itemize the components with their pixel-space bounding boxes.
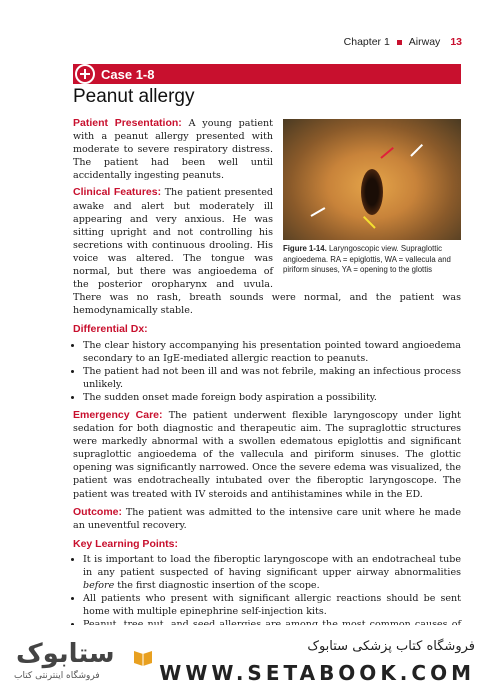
section-label: Airway: [408, 36, 441, 48]
list-item: • All patients who present with significant allergic reactions should be sent home with multiple epinephrine self-injection kits.: [83, 592, 461, 618]
case-label: Case 1-8: [101, 66, 155, 82]
case-banner: [73, 64, 461, 84]
separator-square: [397, 40, 402, 45]
store-name: فروشگاه کتاب پزشکی ستابوک: [307, 639, 475, 654]
setabook-logo: [10, 637, 120, 687]
white-arrow: [410, 144, 423, 157]
list-item: • It is important to load the fiberoptic laryngoscope with an endotracheal tube in any patient suspected of having significant upper airway abnormalities before the first diagnostic insertion of the scope.: [83, 553, 461, 592]
outcome-text: The patient was admitted to the intensive care unit where he made an uneventful recovery.: [73, 506, 461, 531]
store-url[interactable]: WWW.SETABOOK.COM: [159, 661, 475, 685]
figure-label: Figure 1-14.: [283, 244, 327, 253]
outcome-paragraph: [73, 506, 461, 532]
chapter-label: Chapter 1: [343, 36, 390, 48]
differential-heading: Differential Dx:: [73, 323, 148, 336]
white-arrow: [311, 207, 326, 217]
yellow-arrow: [363, 216, 376, 229]
list-item: • The clear history accompanying his presentation pointed toward angioedema secondary to an IgE-mediated allergic reaction to peanuts.: [83, 339, 461, 365]
emergency-heading: Emergency Care:: [73, 408, 163, 421]
learning-heading: Key Learning Points:: [73, 537, 179, 550]
figure-caption: [283, 244, 461, 276]
list-item: • The sudden onset made foreign body aspiration a possibility.: [83, 391, 461, 404]
watermark-footer: [0, 625, 500, 700]
presentation-heading: Patient Presentation:: [73, 117, 182, 129]
list-item: • The patient had not been ill and was not febrile, making an infectious process unlikely.: [83, 365, 461, 391]
figure-caption-text: Laryngoscopic view. Supraglottic angioedema. RA = epiglottis, WA = vallecula and piriform sinuses, YA = opening to the glottis: [283, 244, 451, 274]
logo-subtitle: فروشگاه اینترنتی کتاب: [14, 671, 100, 681]
case-title: Peanut allergy: [73, 86, 195, 107]
emergency-text: The patient underwent flexible laryngoscopy under light sedation for both diagnostic and therapeutic aim. The supraglottic structures were markedly abnormal with a swollen edematous epiglottis and significant supraglottic angioedema of the vallecula and piriform sinuses. The glottic opening was significantly narrowed. Once the severe edema was visualized, the patient was endotracheally intubated over the fiberoptic laryngoscope. The patient was treated with IV steroids and antihistamines while in the ED.: [73, 409, 462, 500]
emergency-paragraph: [73, 409, 461, 501]
glottis-opening: [361, 169, 383, 215]
book-icon: [132, 645, 154, 667]
presentation-text: A young patient with a peanut allergy presented with moderate to severe respiratory distress. The patient had been well until accidentally ingesting peanuts.: [73, 118, 273, 182]
page-number: 13: [450, 36, 462, 48]
outcome-heading: Outcome:: [73, 505, 123, 518]
logo-text: ستابوک: [16, 639, 115, 669]
running-header: [344, 36, 462, 48]
clinical-text: The patient presented awake and alert but moderately ill appearing and very anxious. He was sitting upright and not controlling his secretions with continuous drooling. His voice was altered. The tongue was normal, but there was angioedema of the posterior oropharynx and uvula. There was no rash, breath sounds were normal, and the patient was hemodynamically stable.: [73, 187, 461, 317]
differential-list: [73, 339, 461, 404]
laryngoscopy-photo: [283, 119, 461, 240]
red-arrow: [380, 147, 394, 159]
clinical-heading: Clinical Features:: [73, 186, 162, 199]
medical-cross-icon: [75, 64, 95, 84]
case-body: [73, 117, 461, 647]
figure: [283, 119, 461, 276]
